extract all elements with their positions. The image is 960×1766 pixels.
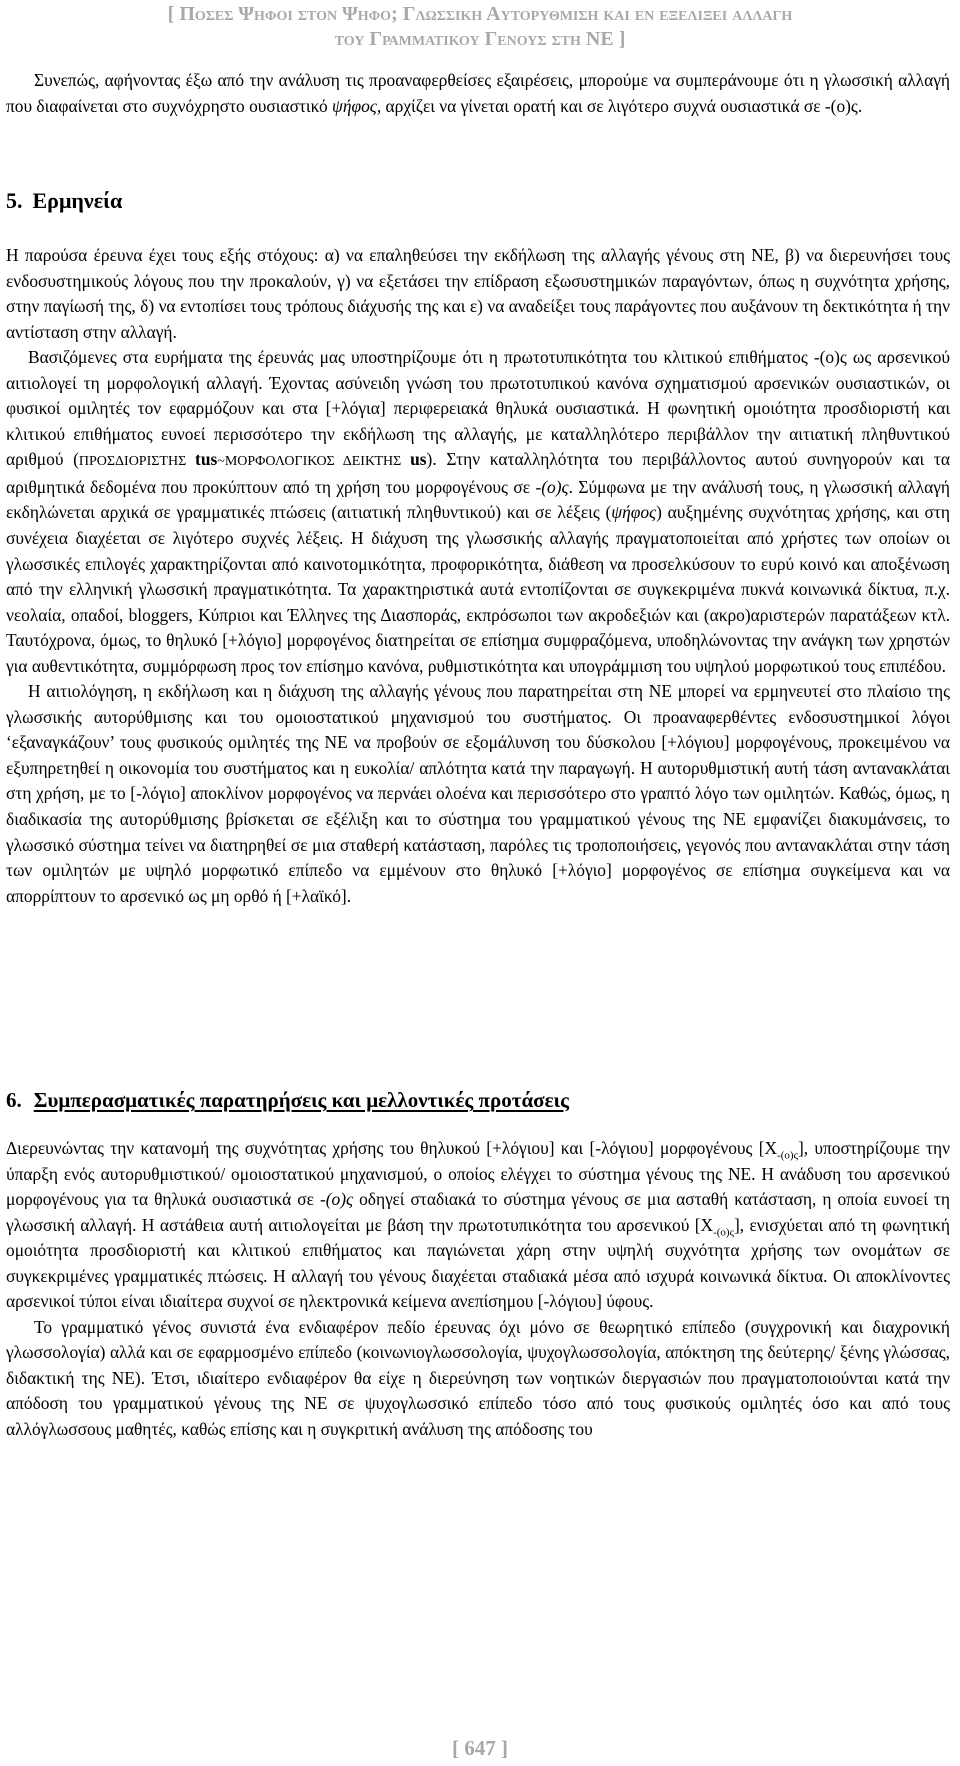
text-run: ], υποστηρίζουμε την ύπαρξη ενός αυτορυθμιστικού/ ομοιοστατικού μηχανισμού, ο οποίος ελέγχει το σύστημα γένους της ΝΕ. Η ανάδυση του αρσενικού μορφογένους για τα θηλυκά ουσιαστικά σε bbox=[6, 1138, 951, 1210]
section-6-body bbox=[6, 1136, 950, 1443]
section-6-title: Συμπερασματικές παρατηρήσεις και μελλοντικές προτάσεις bbox=[33, 1088, 569, 1112]
intro-text-b: αρχίζει να γίνεται ορατή και σε λιγότερο συχνά ουσιαστικά σε -(ο)ς. bbox=[381, 95, 863, 116]
intro-italic-term: ψήφος, bbox=[332, 95, 382, 116]
text-run: ). Στην καταλληλότητα του περιβάλλοντος αυτού συνηγορούν και τα αριθμητικά δεδομένα που προκύπτουν από τη χρήση του μορφογένους σε bbox=[6, 449, 950, 497]
section-6-number: 6. bbox=[6, 1088, 22, 1112]
text-run: ) αυξημένης συχνότητας χρήσης, και στη συνέχεια διαχέεται σε λιγότερο συχνές λέξεις. Η διάχυση της γλωσσικής αλλαγής πραγματοποιείται από χρήστες των οποίων οι γλωσσικές επιλογές χαρακτηρίζονται από καινοτομικότητα, προφορικότητα, διάθεση να προσελκύσουν το ευρύ κοινό και αποξένωση από την ελληνική γλωσσική πραγματικότητα. Τα χαρακτηριστικά αυτά εντοπίζονται σε συγκεκριμένα πυκνά κοινωνικά δίκτυα, π.χ. νεολαία, οπαδοί, bloggers, Κύπριοι και Έλληνες της Διασποράς, εκπρόσωποι των ακροδεξιών και (ακρο)αριστερών παρατάξεων κτλ. Ταυτόχρονα, όμως, το θηλυκό [+λόγιο] μορφογένος διατηρείται σε επίσημα συμφραζόμενα, υποδηλώνοντας την ανάγκη των χρηστών για αυθεντικότητα, συμμόρφωση προς τον επίσημο κανόνα, ρυθμιστικότητα και υπογράμμιση του υψηλού μορφωτικού τους επιπέδου. bbox=[6, 502, 950, 676]
bold-form: tus bbox=[195, 449, 218, 470]
text-run: Διερευνώντας την κατανομή της συχνότητας χρήσης του θηλυκού [+λόγιου] και [-λόγιου] μορφογένους [Χ bbox=[6, 1138, 778, 1158]
section-6-paragraph-1 bbox=[6, 1136, 950, 1315]
small-caps-label: ΠΡΟΣΔΙΟΡΙΣΤΗΣ bbox=[78, 454, 196, 470]
text-run: ], ενισχύεται από τη φωνητική ομοιότητα προσδιοριστή και κλιτικού επιθήματος και παγιώνεται χάρη στην υψηλή συχνότητα χρήσης των ονομάτων σε συγκεκριμένες γραμματικές πτώσεις. Η αλλαγή του γένους διαχέεται σταδιακά μέσα από ισχυρά κοινωνικά δίκτυα. Οι αποκλίνοντες αρσενικοί τύποι είναι ιδιαίτερα συχνοί σε ηλεκτρονικά κείμενα ανεπίσημου [-λόγιου] ύφους. bbox=[6, 1214, 950, 1312]
section-5-title: Ερμηνεία bbox=[32, 188, 123, 213]
subscript-suffix: -(ο)ς bbox=[777, 1149, 798, 1162]
bold-form: us bbox=[410, 449, 427, 470]
section-5-heading bbox=[6, 186, 122, 216]
subscript-suffix: -(ο)ς bbox=[713, 1226, 734, 1239]
italic-term: ψήφος bbox=[611, 502, 657, 523]
text-run: . Σύμφωνα με την ανάλυσή τους, η γλωσσική αλλαγή εκδηλώνεται αρχικά σε γραμματικές πτώσεις (αιτιατική πληθυντικού) και σε λέξεις ( bbox=[6, 476, 950, 523]
text-run: οδηγεί σταδιακά το σύστημα γένους σε μια ασταθή κατάσταση, η οποία ευνοεί τη γλωσσική αλλαγή. Η αστάθεια αυτή αιτιολογείται με βάση την πρωτοτυπικότητα του αρσενικού [Χ bbox=[6, 1189, 950, 1235]
running-header-line-1: [ Ποσες Ψηφοι στον Ψηφο; Γλωσσικη Αυτορυθμιση και εν εξελιξει αλλαγη bbox=[167, 3, 793, 25]
running-header-line-2: του Γραμματικου Γενους στη ΝΕ ] bbox=[334, 28, 626, 50]
section-6-heading bbox=[6, 1085, 569, 1115]
page-number: [ 647 ] bbox=[452, 1736, 508, 1760]
section-5-paragraph-3: Η αιτιολόγηση, η εκδήλωση και η διάχυση της αλλαγής γένους που παρατηρείται στη ΝΕ μπορεί να ερμηνευτεί στο πλαίσιο της γλωσσικής αυτορύθμισης και του ομοιοστατικού μηχανισμού του συστήματος. Οι προαναφερθέντες ενδοσυστημικοί λόγοι ‘εξαναγκάζουν’ τους φυσικούς ομιλητές της ΝΕ να προβούν σε εξομάλυνση του δύσκολου [+λόγιου] μορφογένους, προκειμένου να εξυπηρετηθεί η οικονομία του συστήματος και η ευκολία/ απλότητα κατά την παραγωγή. Η αυτορυθμιστική αυτή τάση αντανακλάται στη χρήση, με το [-λόγιο] αποκλίνον μορφογένος να περνάει ολοένα και περισσότερο στο γραπτό λόγο των ομιλητών. Καθώς, όμως, η διαδικασία της αυτορύθμισης βρίσκεται σε εξέλιξη και το σύστημα του γραμματικού γένους της ΝΕ εμφανίζει διακυμάνσεις, το γλωσσικό σύστημα τείνει να διατηρηθεί σε μια σταθερή κατάσταση, παρόλες τις τροποποιήσεις, γεγονός που αντανακλάται στην τάση των ομιλητών με υψηλό μορφωτικό επίπεδο να εμμένουν στο θηλυκό [+λόγιο] μορφογένος σε επίσημα συγκείμενα και να απορρίπτουν το αρσενικό ως μη ορθό ή [+λαϊκό]. bbox=[6, 681, 950, 906]
section-5-number: 5. bbox=[6, 188, 23, 213]
italic-suffix: -(ο)ς bbox=[319, 1189, 354, 1210]
intro-paragraph bbox=[6, 68, 950, 119]
text-run: Βασιζόμενες στα ευρήματα της έρευνάς μας υποστηρίζουμε ότι η πρωτοτυπικότητα του κλιτικού επιθήματος -(ο)ς ως αρσενικού αιτιολογεί τη μορφολογική αλλαγή. Έχοντας ασύνειδη γνώση του πρωτοτυπικού κανόνα σχηματισμού αρσενικών ουσιαστικών, οι φυσικοί ομιλητές τον εφαρμόζουν και στα [+λόγια] περιφερειακά θηλυκά ουσιαστικά. Η φωνητική ομοιότητα προσδιοριστή και κλιτικού επιθήματος ευνοεί περισσότερο την εκδήλωση της αλλαγής, με καταλληλότερο περιβάλλον την αιτιατική πληθυντικού αριθμού ( bbox=[6, 347, 950, 470]
section-6-paragraph-2: Το γραμματικό γένος συνιστά ένα ενδιαφέρον πεδίο έρευνας όχι μόνο σε θεωρητικό επίπεδο (συγχρονική και διαχρονική γλωσσολογία) αλλά και σε εφαρμοσμένο επίπεδο (κοινωνιογλωσσολογία, ψυχογλωσσολογία, απόκτηση της δεύτερης/ ξένης γλώσσας, διδακτική της ΝΕ). Έτσι, ιδιαίτερο ενδιαφέρον θα είχε η διερεύνηση των νοητικών διεργασιών που πραγματοποιούνται κατά την απόδοση του γραμματικού γένους της ΝΕ σε ψυχογλωσσικό επίπεδο τόσο από τους φυσικούς ομιλητές όσο και από τους αλλόγλωσσους μαθητές, καθώς επίσης και η συγκριτική ανάλυση της απόδοσης του bbox=[6, 1316, 950, 1440]
running-header bbox=[0, 2, 960, 52]
italic-suffix: -(ο)ς bbox=[535, 476, 569, 497]
intro-text-a: Συνεπώς, αφήνοντας έξω από την ανάλυση τις προαναφερθείσες εξαιρέσεις, μπορούμε να συμπεράνουμε ότι η γλωσσική αλλαγή που διαφαίνεται στο συχνόχρηστο ουσιαστικό bbox=[6, 70, 950, 116]
section-5-paragraph-2 bbox=[6, 345, 950, 679]
section-5-paragraph-1: Η παρούσα έρευνα έχει τους εξής στόχους: α) να επαληθεύσει την εκδήλωση της αλλαγής γένους στη ΝΕ, β) να διερευνήσει τους ενδοσυστημικούς λόγους που την προκαλούν, γ) να εξετάσει την επίδραση εξωσυστημικών παραγόντων, όπως η συχνότητα χρήσης, στην παγίωσή της, δ) να εντοπίσει τους τρόπους διάχυσής της και ε) να αναδείξει τους παράγοντες που αυξάνουν τη δεκτικότητα ή την αντίσταση στην αλλαγή. bbox=[6, 245, 950, 342]
section-5-body bbox=[6, 243, 950, 909]
small-caps-label: ~ΜΟΡΦΟΛΟΓΙΚΟΣ ΔΕΙΚΤΗΣ bbox=[217, 454, 411, 470]
